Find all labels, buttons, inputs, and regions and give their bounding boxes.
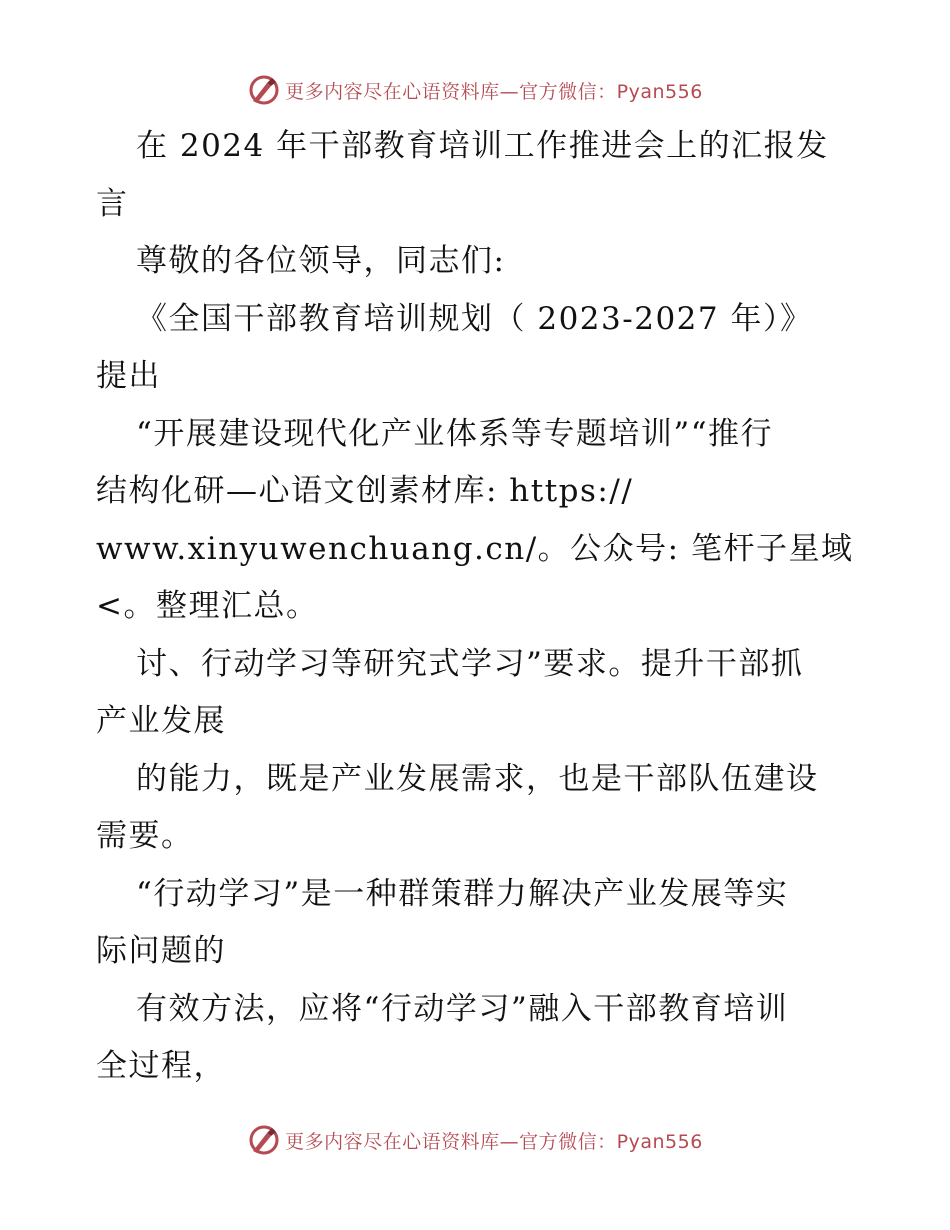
text-line: 《全国干部教育培训规划（ 2023-2027 年）》: [136, 300, 813, 337]
text-line: 尊敬的各位领导，同志们:: [136, 243, 506, 279]
text-line: 提出: [96, 358, 161, 394]
text-line: 结构化研—心语文创素材库: https://: [96, 473, 634, 509]
text-line: 的能力，既是产业发展需求，也是干部队伍建设: [136, 760, 819, 797]
header-watermark-banner: [0, 70, 950, 110]
pen-circle-logo-icon: [247, 1123, 281, 1157]
text-line: 产业发展: [96, 703, 226, 739]
text-line: “行动学习”是一种群策群力解决产业发展等实: [136, 875, 789, 912]
text-line: 讨、行动学习等研究式学习”要求。提升干部抓: [136, 645, 804, 682]
pen-circle-logo-icon: [247, 73, 281, 107]
text-line: 有效方法，应将“行动学习”融入干部教育培训: [136, 990, 789, 1027]
text-line: www.xinyuwenchuang.cn/。公众号: 笔杆子星域: [96, 530, 854, 567]
text-line: <。整理汇总。: [96, 588, 319, 624]
document-body: [96, 118, 856, 1096]
text-line: 在 2024 年干部教育培训工作推进会上的汇报发: [136, 128, 829, 164]
text-line: 全过程，: [96, 1048, 226, 1084]
text-line: “开展建设现代化产业体系等专题培训”“推行: [136, 415, 774, 452]
footer-watermark-banner: [0, 1120, 950, 1160]
text-line: 需要。: [96, 818, 194, 854]
text-line: 言: [96, 185, 129, 222]
watermark-text: 更多内容尽在心语资料库—官方微信：Pyan556: [285, 1130, 703, 1153]
watermark-text: 更多内容尽在心语资料库—官方微信：Pyan556: [285, 80, 703, 103]
text-line: 际问题的: [96, 933, 226, 969]
